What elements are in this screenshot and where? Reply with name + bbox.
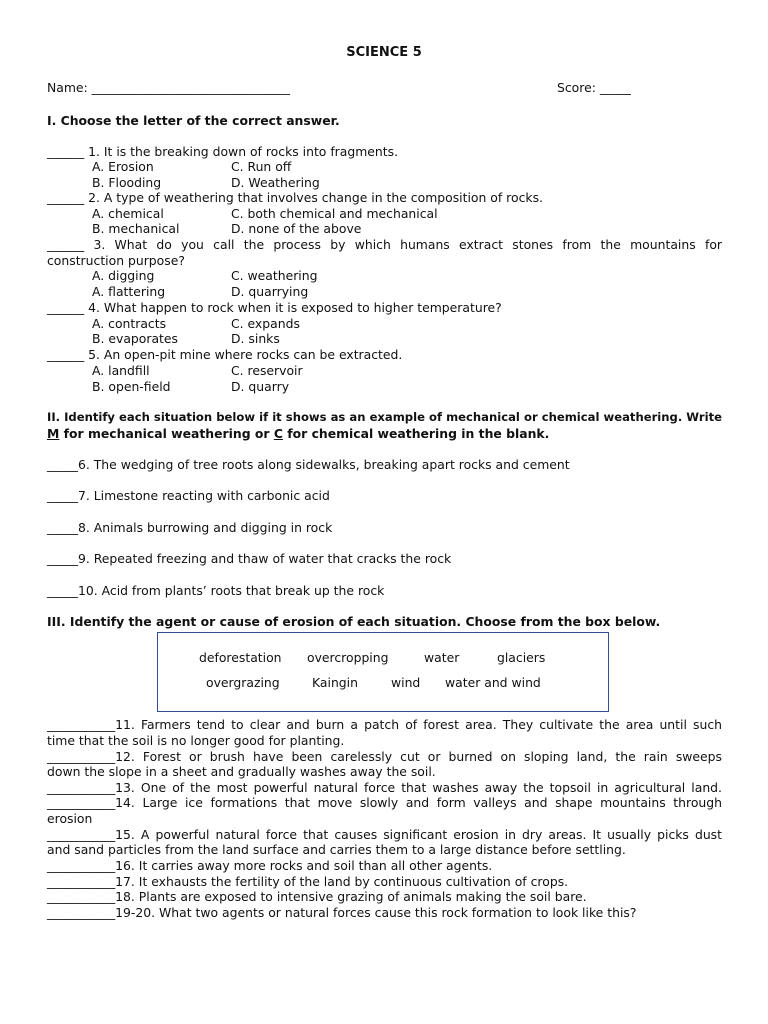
item-14-line2: erosion — [47, 811, 93, 826]
question-5-stem: ______ 5. An open-pit mine where rocks can be extracted. — [47, 347, 403, 362]
item-6: _____6. The wedging of tree roots along sidewalks, breaking apart rocks and cement — [47, 457, 570, 472]
q5-option-a: A. landfill — [92, 363, 150, 378]
box-word-water: water — [424, 650, 460, 665]
q4-option-a: A. contracts — [92, 316, 167, 331]
q1-option-a: A. Erosion — [92, 159, 154, 174]
box-word-deforestation: deforestation — [199, 650, 282, 665]
question-3-stem-line1: ______ 3. What do you call the process by which humans extract stones from the mountains for — [47, 237, 722, 252]
question-2-stem: ______ 2. A type of weathering that involves change in the composition of rocks. — [47, 190, 543, 205]
part2-heading-text-2: for chemical weathering in the blank. — [282, 426, 550, 441]
page-title: SCIENCE 5 — [346, 45, 422, 60]
part3-heading: III. Identify the agent or cause of erosion of each situation. Choose from the box below. — [47, 614, 661, 629]
q1-option-c: C. Run off — [231, 159, 292, 174]
q1-option-d: D. Weathering — [231, 175, 320, 190]
item-17: ___________17. It exhausts the fertility of the land by continuous cultivation of crops. — [47, 874, 569, 889]
item-16: ___________16. It carries away more rocks and soil than all other agents. — [47, 858, 493, 873]
item-11-line2: time that the soil is no longer good for planting. — [47, 733, 345, 748]
box-word-wind: wind — [391, 675, 421, 690]
item-15-line1: ___________15. A powerful natural force that causes significant erosion in dry areas. It usually picks dust — [47, 827, 722, 842]
item-13: ___________13. One of the most powerful natural force that washes away the topsoil in agricultural land. — [47, 780, 722, 795]
q3-option-a: A. digging — [92, 268, 155, 283]
q5-option-b: B. open-field — [92, 379, 171, 394]
letter-c: C — [273, 426, 283, 441]
item-8: _____8. Animals burrowing and digging in rock — [47, 520, 333, 535]
word-box — [157, 632, 609, 712]
question-4-stem: ______ 4. What happen to rock when it is exposed to higher temperature? — [47, 300, 502, 315]
part2-heading-text-1: for mechanical weathering or — [59, 426, 274, 441]
question-1-stem: ______ 1. It is the breaking down of rocks into fragments. — [47, 144, 399, 159]
q3-option-c: C. weathering — [231, 268, 318, 283]
part2-heading-line2 — [47, 426, 722, 442]
box-word-glaciers: glaciers — [497, 650, 546, 665]
q1-option-b: B. Flooding — [92, 175, 162, 190]
item-7: _____7. Limestone reacting with carbonic acid — [47, 488, 330, 503]
q3-option-a2: A. flattering — [92, 284, 166, 299]
q2-option-c: C. both chemical and mechanical — [231, 206, 438, 221]
q4-option-b: B. evaporates — [92, 331, 178, 346]
part1-heading: I. Choose the letter of the correct answer. — [47, 113, 340, 128]
item-10: _____10. Acid from plants’ roots that break up the rock — [47, 583, 385, 598]
letter-m: M — [47, 426, 60, 441]
item-15-line2: and sand particles from the land surface and carries them to a large distance before settling. — [47, 842, 626, 857]
q2-option-d: D. none of the above — [231, 221, 362, 236]
question-3-stem-line2: construction purpose? — [47, 253, 185, 268]
item-9: _____9. Repeated freezing and thaw of water that cracks the rock — [47, 551, 452, 566]
box-word-water-and-wind: water and wind — [445, 675, 541, 690]
item-12-line1: ___________12. Forest or brush have been carelessly cut or burned on sloping land, the rain sweeps — [47, 749, 722, 764]
q2-option-b: B. mechanical — [92, 221, 180, 236]
part2-heading-line1: II. Identify each situation below if it shows as an example of mechanical or chemical weathering. Write — [47, 410, 722, 424]
item-19-20: ___________19-20. What two agents or natural forces cause this rock formation to look like this? — [47, 905, 637, 920]
q5-option-d: D. quarry — [231, 379, 290, 394]
q2-option-a: A. chemical — [92, 206, 164, 221]
q3-option-d: D. quarrying — [231, 284, 309, 299]
box-word-overcropping: overcropping — [307, 650, 389, 665]
q5-option-c: C. reservoir — [231, 363, 303, 378]
box-word-kaingin: Kaingin — [312, 675, 358, 690]
q4-option-d: D. sinks — [231, 331, 280, 346]
item-11-line1: ___________11. Farmers tend to clear and burn a patch of forest area. They cultivate the area until such — [47, 717, 722, 732]
q4-option-c: C. expands — [231, 316, 300, 331]
name-field-label: Name: ________________________________ — [47, 80, 290, 95]
item-12-line2: down the slope in a sheet and gradually washes away the soil. — [47, 764, 436, 779]
item-18: ___________18. Plants are exposed to intensive grazing of animals making the soil bare. — [47, 889, 587, 904]
item-14-line1: ___________14. Large ice formations that move slowly and form valleys and shape mountains through — [47, 795, 722, 810]
box-word-overgrazing: overgrazing — [206, 675, 280, 690]
score-field-label: Score: _____ — [557, 80, 631, 95]
